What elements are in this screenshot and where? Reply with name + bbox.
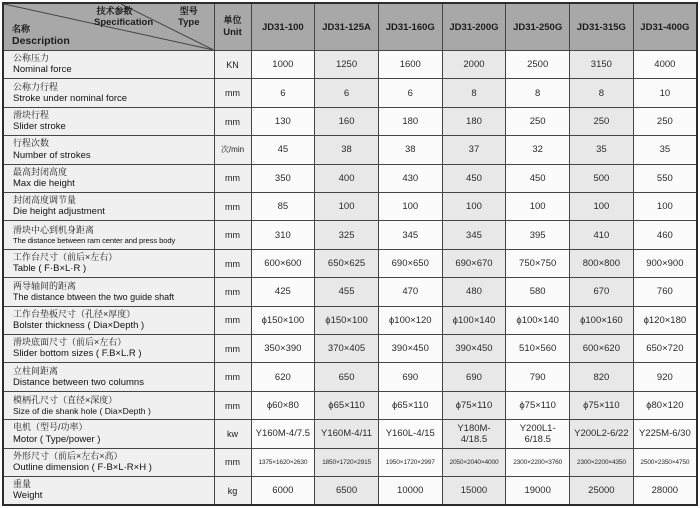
value-cell: 6500	[315, 477, 379, 505]
corner-type-label	[178, 6, 199, 29]
table-row	[3, 391, 697, 419]
row-label-cn: 最高封闭高度	[13, 166, 68, 177]
value-cell: 350×390	[251, 335, 315, 363]
row-unit-cell: 次/min	[214, 136, 251, 164]
row-label-cell	[3, 51, 214, 79]
value-cell: 690×670	[442, 249, 506, 277]
value-cell: 395	[506, 221, 570, 249]
table-row	[3, 306, 697, 334]
model-column-header: JD31-400G	[633, 3, 697, 51]
table-row	[3, 79, 697, 107]
row-label-en: Weight	[13, 490, 43, 502]
row-unit-cell: mm	[214, 249, 251, 277]
value-cell: 100	[442, 193, 506, 221]
model-column-header: JD31-160G	[378, 3, 442, 51]
value-cell: 790	[506, 363, 570, 391]
value-cell: 1600	[378, 51, 442, 79]
value-cell: 100	[570, 193, 634, 221]
diagonal-header-cell	[3, 3, 214, 51]
row-label-cn: 电机（型号/功率）	[13, 422, 88, 433]
row-label-en: Table ( F·B×L·R )	[13, 263, 87, 275]
corner-description-label	[12, 24, 70, 48]
row-label-cn: 外形尺寸（前后×左右×高）	[13, 450, 123, 461]
value-cell: 920	[633, 363, 697, 391]
row-label-cn: 滑块中心到机身距离	[13, 224, 95, 235]
value-cell: ϕ100×140	[442, 306, 506, 334]
value-cell: 4000	[633, 51, 697, 79]
table-row	[3, 420, 697, 448]
value-cell: 6	[251, 79, 315, 107]
value-cell: 425	[251, 278, 315, 306]
row-label-cell	[3, 391, 214, 419]
value-cell: ϕ65×110	[378, 391, 442, 419]
row-label-cn: 封闭高度调节量	[13, 195, 77, 206]
value-cell: 750×750	[506, 249, 570, 277]
row-unit-cell: mm	[214, 79, 251, 107]
value-cell: 130	[251, 107, 315, 135]
row-label-cell	[3, 335, 214, 363]
value-cell: 10	[633, 79, 697, 107]
value-cell: 35	[570, 136, 634, 164]
row-label-cn: 工作台垫板尺寸（孔径×厚度）	[13, 308, 136, 319]
row-label-en: The distance btween the two guide shaft	[13, 291, 175, 302]
value-cell: 2000	[442, 51, 506, 79]
value-cell: 100	[506, 193, 570, 221]
table-row	[3, 221, 697, 249]
value-cell: 325	[315, 221, 379, 249]
row-label-cn: 工作台尺寸（前后×左右）	[13, 251, 118, 262]
value-cell: 600×600	[251, 249, 315, 277]
row-label-cell	[3, 193, 214, 221]
row-unit-cell: KN	[214, 51, 251, 79]
row-label-cell	[3, 164, 214, 192]
value-cell: 550	[633, 164, 697, 192]
value-cell: 450	[506, 164, 570, 192]
value-cell: 3150	[570, 51, 634, 79]
row-label-cell	[3, 136, 214, 164]
corner-spec-cn: 技术参数	[96, 6, 133, 16]
value-cell: 250	[570, 107, 634, 135]
model-column-header: JD31-250G	[506, 3, 570, 51]
table-row	[3, 278, 697, 306]
value-cell: 455	[315, 278, 379, 306]
unit-column-header	[214, 3, 251, 51]
row-unit-cell: mm	[214, 306, 251, 334]
spec-table	[2, 2, 698, 506]
value-cell: 690	[378, 363, 442, 391]
value-cell: 8	[442, 79, 506, 107]
value-cell: 350	[251, 164, 315, 192]
row-label-en: The distance between ram center and press body	[13, 236, 176, 246]
value-cell: ϕ100×140	[506, 306, 570, 334]
model-column-header: JD31-200G	[442, 3, 506, 51]
value-cell: 480	[442, 278, 506, 306]
value-cell: 100	[315, 193, 379, 221]
row-label-cn: 重量	[13, 478, 32, 489]
value-cell: 2300×2200×3760	[506, 448, 570, 476]
row-unit-cell: mm	[214, 193, 251, 221]
value-cell: 250	[633, 107, 697, 135]
value-cell: 2500×2350×4750	[633, 448, 697, 476]
unit-header-en: Unit	[223, 26, 242, 38]
table-row	[3, 164, 697, 192]
value-cell: 470	[378, 278, 442, 306]
value-cell: 28000	[633, 477, 697, 505]
value-cell: 345	[442, 221, 506, 249]
row-label-cell	[3, 107, 214, 135]
value-cell: 8	[506, 79, 570, 107]
row-label-en: Max die height	[13, 178, 75, 190]
value-cell: 650×625	[315, 249, 379, 277]
value-cell: 2300×2200×4350	[570, 448, 634, 476]
value-cell: 6	[378, 79, 442, 107]
row-unit-cell: mm	[214, 221, 251, 249]
unit-header-cn: 单位	[223, 15, 242, 26]
table-row	[3, 448, 697, 476]
value-cell: ϕ150×100	[251, 306, 315, 334]
table-row	[3, 136, 697, 164]
value-cell: 35	[633, 136, 697, 164]
value-cell: 10000	[378, 477, 442, 505]
value-cell: 500	[570, 164, 634, 192]
value-cell: 45	[251, 136, 315, 164]
value-cell: 820	[570, 363, 634, 391]
row-label-cell	[3, 221, 214, 249]
row-label-cell	[3, 448, 214, 476]
header-row	[3, 3, 697, 51]
value-cell: 1375×1620×2630	[251, 448, 315, 476]
row-label-en: Outline dimension ( F·B×L·R×H )	[13, 462, 152, 474]
value-cell: 760	[633, 278, 697, 306]
value-cell: 6	[315, 79, 379, 107]
value-cell: ϕ100×120	[378, 306, 442, 334]
corner-name-cn: 名称	[12, 24, 31, 35]
row-unit-cell: mm	[214, 107, 251, 135]
corner-type-en: Type	[178, 17, 200, 29]
row-label-en: Size of die shank hole ( Dia×Depth )	[13, 405, 151, 416]
row-label-en: Slider bottom sizes ( F.B×L.R )	[13, 348, 142, 360]
value-cell: ϕ120×180	[633, 306, 697, 334]
value-cell: Y160L-4/15	[378, 420, 442, 448]
row-label-cell	[3, 249, 214, 277]
table-row	[3, 477, 697, 505]
row-label-cn: 两导轴间的距离	[13, 280, 77, 291]
table-row	[3, 249, 697, 277]
row-label-cn: 滑块行程	[13, 109, 50, 120]
row-label-cell	[3, 306, 214, 334]
value-cell: 1950×1720×2997	[378, 448, 442, 476]
value-cell: 800×800	[570, 249, 634, 277]
value-cell: 180	[378, 107, 442, 135]
table-row	[3, 335, 697, 363]
row-unit-cell: mm	[214, 448, 251, 476]
value-cell: 690×650	[378, 249, 442, 277]
table-row	[3, 363, 697, 391]
value-cell: 690	[442, 363, 506, 391]
value-cell: ϕ75×110	[506, 391, 570, 419]
value-cell: 160	[315, 107, 379, 135]
value-cell: Y180M-4/18.5	[442, 420, 506, 448]
row-label-cell	[3, 363, 214, 391]
value-cell: Y160M-4/11	[315, 420, 379, 448]
value-cell: 37	[442, 136, 506, 164]
row-label-en: Motor ( Type/power )	[13, 433, 101, 445]
value-cell: 2050×2040×4000	[442, 448, 506, 476]
value-cell: Y200L1-6/18.5	[506, 420, 570, 448]
value-cell: 1850×1720×2915	[315, 448, 379, 476]
value-cell: 390×450	[378, 335, 442, 363]
value-cell: 510×560	[506, 335, 570, 363]
row-unit-cell: mm	[214, 391, 251, 419]
value-cell: 180	[442, 107, 506, 135]
table-row	[3, 193, 697, 221]
value-cell: 670	[570, 278, 634, 306]
row-label-cell	[3, 278, 214, 306]
value-cell: Y200L2-6/22	[570, 420, 634, 448]
row-label-en: Stroke under nominal force	[13, 92, 128, 104]
value-cell: 650	[315, 363, 379, 391]
corner-type-cn: 型号	[179, 6, 198, 16]
value-cell: ϕ75×110	[442, 391, 506, 419]
value-cell: ϕ75×110	[570, 391, 634, 419]
row-label-en: Distance between two columns	[13, 376, 144, 388]
row-label-cn: 立柱间距离	[13, 365, 59, 376]
row-label-en: Slider stroke	[13, 121, 66, 133]
value-cell: ϕ80×120	[633, 391, 697, 419]
row-label-en: Die height adjustment	[13, 206, 105, 218]
value-cell: 25000	[570, 477, 634, 505]
row-label-cn: 模柄孔尺寸（直径×深度）	[13, 394, 118, 405]
value-cell: 1250	[315, 51, 379, 79]
row-unit-cell: kg	[214, 477, 251, 505]
corner-specification-label	[76, 6, 153, 29]
value-cell: 38	[315, 136, 379, 164]
value-cell: 310	[251, 221, 315, 249]
value-cell: 900×900	[633, 249, 697, 277]
value-cell: Y160M-4/7.5	[251, 420, 315, 448]
value-cell: 450	[442, 164, 506, 192]
value-cell: 650×720	[633, 335, 697, 363]
value-cell: ϕ60×80	[251, 391, 315, 419]
value-cell: ϕ65×110	[315, 391, 379, 419]
value-cell: 620	[251, 363, 315, 391]
value-cell: 250	[506, 107, 570, 135]
value-cell: 6000	[251, 477, 315, 505]
table-row	[3, 51, 697, 79]
value-cell: 430	[378, 164, 442, 192]
value-cell: 32	[506, 136, 570, 164]
row-label-cell	[3, 420, 214, 448]
row-label-cn: 行程次数	[13, 138, 50, 149]
value-cell: 19000	[506, 477, 570, 505]
row-label-en: Nominal force	[13, 64, 72, 76]
value-cell: 15000	[442, 477, 506, 505]
row-unit-cell: mm	[214, 278, 251, 306]
row-label-cell	[3, 477, 214, 505]
corner-spec-en: Specification	[94, 17, 154, 29]
value-cell: 8	[570, 79, 634, 107]
value-cell: 580	[506, 278, 570, 306]
value-cell: 85	[251, 193, 315, 221]
row-unit-cell: mm	[214, 363, 251, 391]
value-cell: 400	[315, 164, 379, 192]
table-row	[3, 107, 697, 135]
model-column-header: JD31-100	[251, 3, 315, 51]
row-label-cn: 公称力行程	[13, 81, 59, 92]
value-cell: 600×620	[570, 335, 634, 363]
row-unit-cell: mm	[214, 335, 251, 363]
value-cell: 1000	[251, 51, 315, 79]
value-cell: 390×450	[442, 335, 506, 363]
value-cell: Y225M-6/30	[633, 420, 697, 448]
row-label-cn: 公称压力	[13, 53, 50, 64]
model-column-header: JD31-125A	[315, 3, 379, 51]
value-cell: 460	[633, 221, 697, 249]
value-cell: 410	[570, 221, 634, 249]
corner-name-en: Description	[12, 35, 70, 48]
row-label-cn: 滑块底面尺寸（前后×左右）	[13, 337, 127, 348]
row-unit-cell: mm	[214, 164, 251, 192]
value-cell: ϕ150×100	[315, 306, 379, 334]
value-cell: 38	[378, 136, 442, 164]
row-label-cell	[3, 79, 214, 107]
value-cell: 100	[378, 193, 442, 221]
row-label-en: Number of strokes	[13, 149, 91, 161]
value-cell: 370×405	[315, 335, 379, 363]
model-column-header: JD31-315G	[570, 3, 634, 51]
value-cell: 2500	[506, 51, 570, 79]
row-label-en: Bolster thickness ( Dia×Depth )	[13, 320, 145, 332]
value-cell: 100	[633, 193, 697, 221]
row-unit-cell: kw	[214, 420, 251, 448]
value-cell: ϕ100×160	[570, 306, 634, 334]
value-cell: 345	[378, 221, 442, 249]
